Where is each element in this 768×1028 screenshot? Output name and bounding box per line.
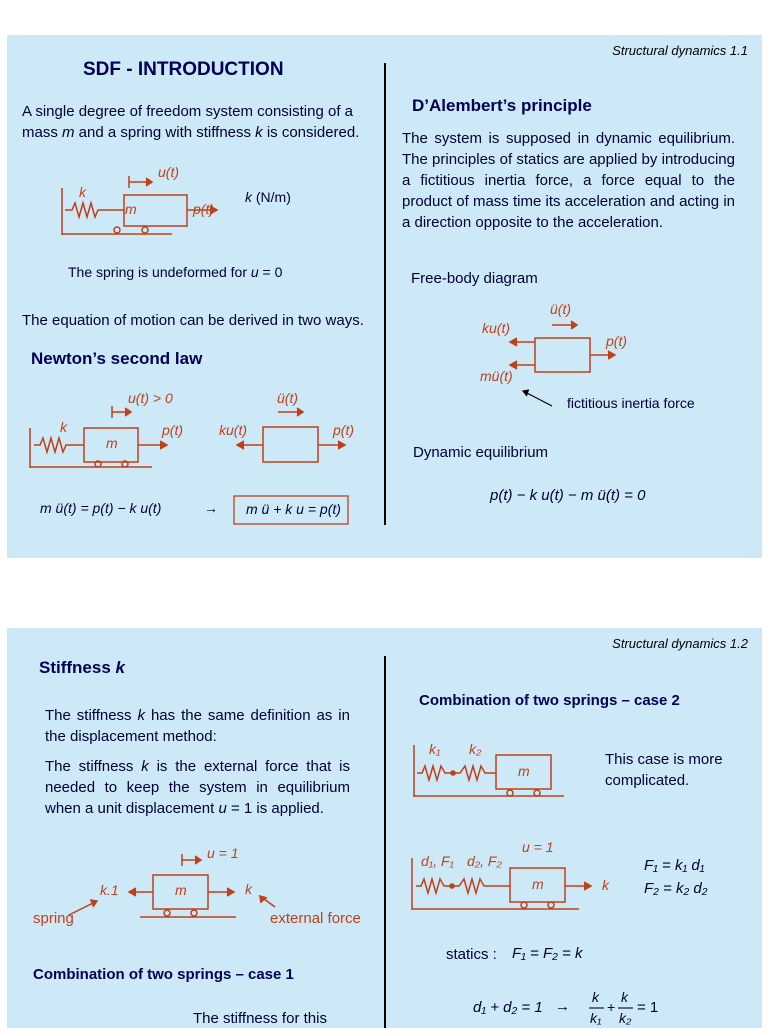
slide-1 — [7, 35, 762, 558]
label-ku-newton: ku(t) — [219, 422, 247, 438]
label-udd-newton: ü(t) — [277, 390, 298, 406]
slide-header: Structural dynamics 1.2 — [612, 636, 748, 651]
label-m-case2b: m — [532, 876, 544, 892]
fictitious-label: fictitious inertia force — [567, 395, 695, 411]
equation-f2: F₂ = k₂ d₂ — [644, 880, 708, 897]
label-mudd-fbd: mü(t) — [480, 368, 513, 384]
case1-text: The stiffness for this — [193, 1010, 327, 1027]
label-u-t: u(t) — [158, 164, 179, 180]
label-p-t-dalembert: p(t) — [606, 333, 627, 349]
label-m-newton: m — [106, 435, 118, 451]
slide-header: Structural dynamics 1.1 — [612, 43, 748, 58]
label-p-t-newton: p(t) — [162, 422, 183, 438]
frac-rhs: = 1 — [637, 999, 659, 1016]
frac-num-1: k — [592, 989, 599, 1005]
label-p-t: p(t) — [193, 201, 214, 217]
frac-num-2: k — [621, 989, 628, 1005]
label-external-force: external force — [270, 910, 361, 927]
case2-heading: Combination of two springs – case 2 — [419, 692, 680, 709]
case1-heading: Combination of two springs – case 1 — [33, 966, 294, 983]
frac-den-2: k₂ — [619, 1010, 632, 1026]
slide1-diagrams — [7, 35, 762, 558]
dalembert-heading: D’Alembert’s principle — [412, 96, 592, 115]
equation-arrow-2: → — [555, 998, 570, 1015]
label-d1-f1: d₁, F₁ — [421, 853, 454, 869]
newton-equation-boxed: m ü + k u = p(t) — [246, 501, 341, 517]
label-d2-f2: d₂, F₂ — [467, 853, 502, 869]
label-m: m — [175, 882, 187, 898]
page-title: SDF - INTRODUCTION — [83, 59, 284, 80]
undeformed-note: The spring is undeformed for u = 0 — [68, 264, 283, 280]
derived-note: The equation of motion can be derived in two ways. — [22, 312, 364, 329]
dyn-eq-label: Dynamic equilibrium — [413, 444, 549, 461]
fbd-label: Free-body diagram — [411, 270, 538, 287]
newton-heading: Newton’s second law — [31, 349, 203, 368]
label-m: m — [125, 201, 137, 217]
label-udd-fbd: ü(t) — [550, 301, 571, 317]
label-k-dot-1: k.1 — [100, 882, 119, 898]
case2-text: This case is more complicated. — [605, 751, 723, 789]
intro-line-1: A single degree of freedom system consisting of a — [22, 103, 354, 120]
label-spring: spring — [33, 910, 74, 927]
statics-label: statics : — [446, 946, 497, 963]
newton-equation: m ü(t) = p(t) − k u(t) — [40, 500, 162, 516]
label-ku-fbd: ku(t) — [482, 320, 510, 336]
intro-line-2: mass m and a spring with stiffness k is considered. — [22, 124, 360, 141]
stiffness-heading: Stiffness k — [39, 658, 125, 677]
label-k-newton: k — [60, 419, 67, 435]
label-k-case2b: k — [602, 877, 609, 893]
displacement-equation: d₁ + d₂ = 1 — [473, 999, 543, 1016]
label-k: k — [245, 881, 252, 897]
slide-2 — [7, 628, 762, 1028]
stiffness-para-1: The stiffness k has the same definition as in the displacement method: — [45, 707, 350, 745]
spring-shape — [65, 203, 124, 217]
label-u-equals-1: u = 1 — [207, 845, 239, 861]
frac-plus: + — [607, 999, 616, 1015]
equation-f1: F₁ = k₁ d₁ — [644, 857, 705, 874]
stiffness-unit: k (N/m) — [245, 189, 291, 205]
statics-equation: F₁ = F₂ = k — [512, 945, 583, 962]
dalembert-paragraph: The system is supposed in dynamic equilibrium. The principles of statics are applied by introducing a fictitious inertia force, a force equal to the product of mass time its acceleration and acting in a direction opposite to the acceleration. — [402, 130, 735, 231]
label-m-case2: m — [518, 763, 530, 779]
equation-arrow: → — [204, 500, 218, 516]
label-k: k — [79, 184, 86, 200]
label-k1: k₁ — [429, 741, 441, 757]
label-u1-case2: u = 1 — [522, 839, 554, 855]
label-k2: k₂ — [469, 741, 482, 757]
frac-den-1: k₁ — [590, 1010, 602, 1026]
dyn-equation: p(t) − k u(t) − m ü(t) = 0 — [490, 487, 646, 504]
stiffness-para-2: The stiffness k is the external force that is needed to keep the system in equilibrium when a unit displacement u = 1 is applied. — [45, 758, 350, 817]
label-p-t-fbd: p(t) — [333, 422, 354, 438]
label-u-positive: u(t) > 0 — [128, 390, 173, 406]
